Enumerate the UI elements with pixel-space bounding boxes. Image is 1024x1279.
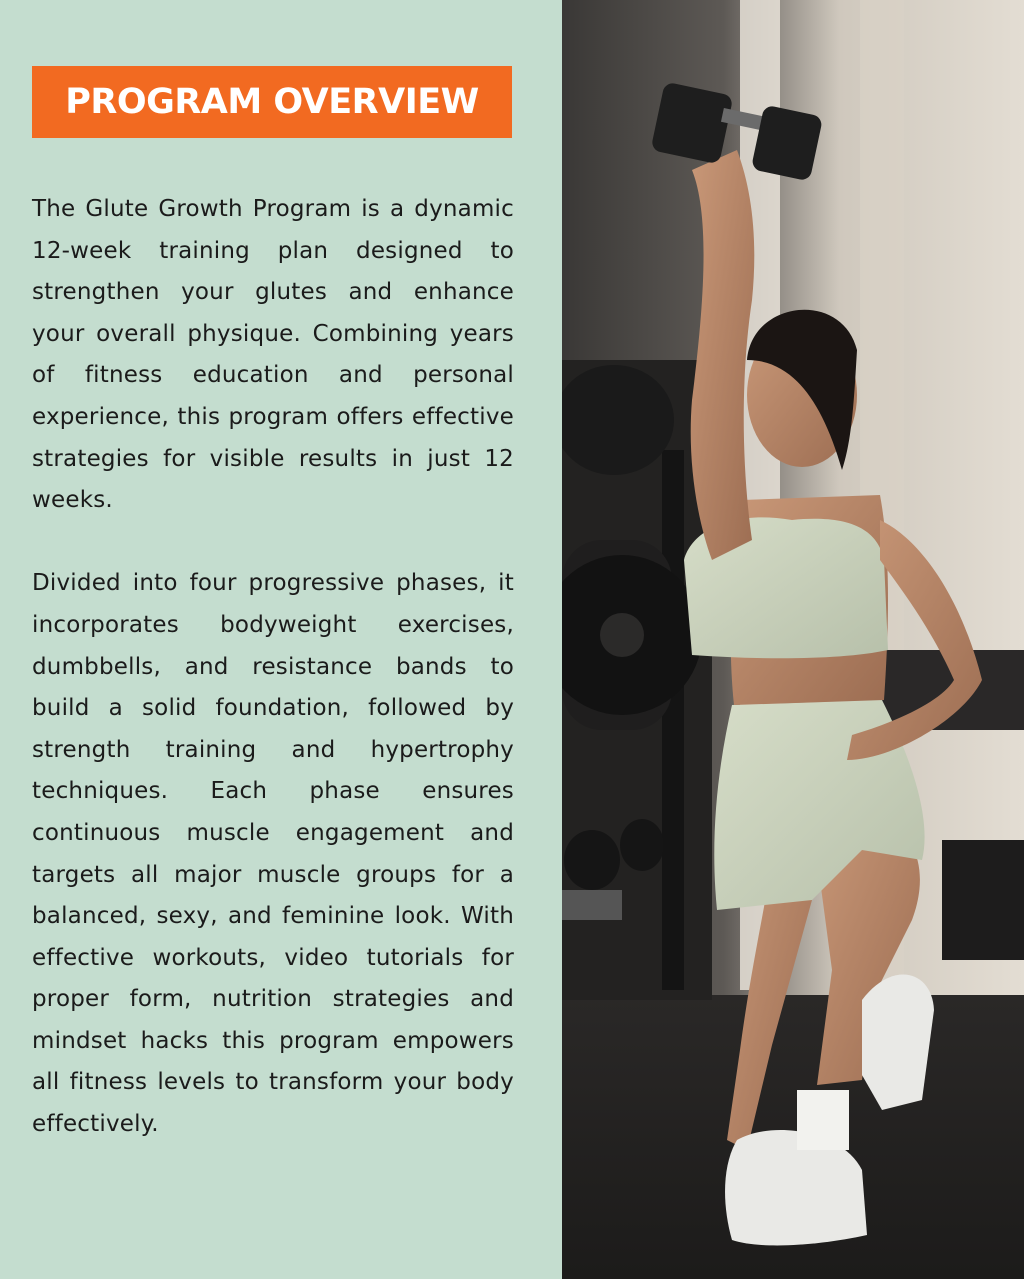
title-banner: [32, 66, 512, 138]
overview-body: [32, 189, 514, 1146]
overview-paragraph-1: The Glute Growth Program is a dynamic 12-week training plan designed to strengthen your glutes and enhance your overall physique. Combining years of fitness education and personal experience, this program offers effective strategies for visible results in just 12 weeks.: [32, 196, 514, 514]
page-title: PROGRAM OVERVIEW: [65, 82, 479, 122]
overview-paragraph-2: Divided into four progressive phases, it incorporates bodyweight exercises, dumbbells, and resistance bands to build a solid foundation, followed by strength training and hypertrophy techniques. Each phase ensures continuous muscle engagement and targets all major muscle groups for a balanced, sexy, and feminine look. With effective workouts, video tutorials for proper form, nutrition strategies and mindset hacks this program empowers all fitness levels to transform your body effectively.: [32, 570, 514, 1138]
fitness-photo: [562, 0, 1024, 1279]
